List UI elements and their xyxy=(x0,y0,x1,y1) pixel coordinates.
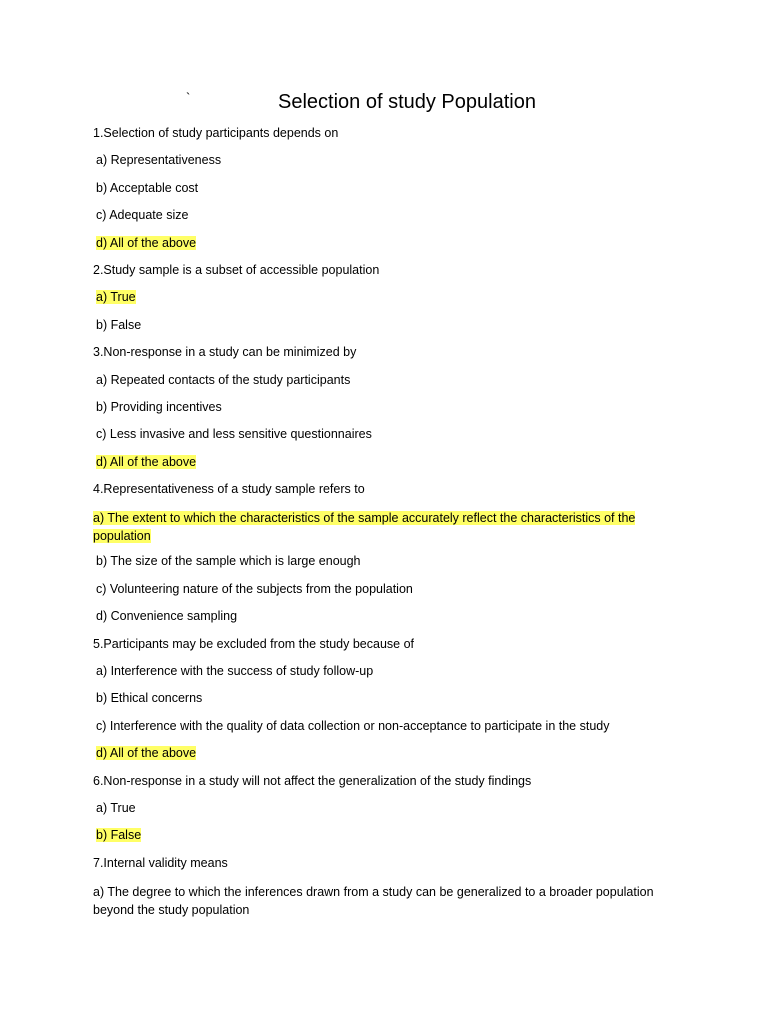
question-2-answer: a) True xyxy=(96,290,136,305)
question-3-option-b: b) Providing incentives xyxy=(96,399,222,414)
question-5-option-a: a) Interference with the success of study follow-up xyxy=(96,664,374,679)
question-4-option-b: b) The size of the sample which is large enough xyxy=(96,554,361,569)
question-2-option-b: b) False xyxy=(96,317,142,332)
page-title: Selection of study Population xyxy=(278,91,536,113)
question-1-option-b: b) Acceptable cost xyxy=(96,180,199,195)
stray-mark: ` xyxy=(186,90,191,105)
question-5-option-c: c) Interference with the quality of data collection or non-acceptance to participate in the study xyxy=(96,718,610,733)
question-2: 2.Study sample is a subset of accessible population xyxy=(93,262,380,277)
question-3-answer: d) All of the above xyxy=(96,454,197,469)
question-3-option-c: c) Less invasive and less sensitive questionnaires xyxy=(96,427,372,442)
question-3-option-a: a) Repeated contacts of the study participants xyxy=(96,372,351,387)
question-7: 7.Internal validity means xyxy=(93,855,228,870)
question-6-answer: b) False xyxy=(96,828,142,843)
question-5: 5.Participants may be excluded from the study because of xyxy=(93,636,415,651)
question-4-option-c: c) Volunteering nature of the subjects from the population xyxy=(96,581,413,596)
question-4-option-d: d) Convenience sampling xyxy=(96,609,238,624)
question-1: 1.Selection of study participants depends on xyxy=(93,126,339,140)
question-1-option-c: c) Adequate size xyxy=(96,208,189,223)
question-4: 4.Representativeness of a study sample refers to xyxy=(93,482,365,497)
question-7-option-a: a) The degree to which the inferences drawn from a study can be generalized to a broader population beyond the study population xyxy=(93,885,654,918)
question-5-option-b: b) Ethical concerns xyxy=(96,691,203,706)
question-6-option-a: a) True xyxy=(96,800,136,815)
question-4-answer: a) The extent to which the characteristics of the sample accurately reflect the characteristics of the population xyxy=(93,511,636,544)
question-3: 3.Non-response in a study can be minimized by xyxy=(93,345,357,360)
question-list xyxy=(93,126,683,928)
question-1-answer: d) All of the above xyxy=(96,235,197,250)
question-6: 6.Non-response in a study will not affect the generalization of the study findings xyxy=(93,773,532,788)
question-1-option-a: a) Representativeness xyxy=(96,153,222,168)
question-5-answer: d) All of the above xyxy=(96,746,197,761)
